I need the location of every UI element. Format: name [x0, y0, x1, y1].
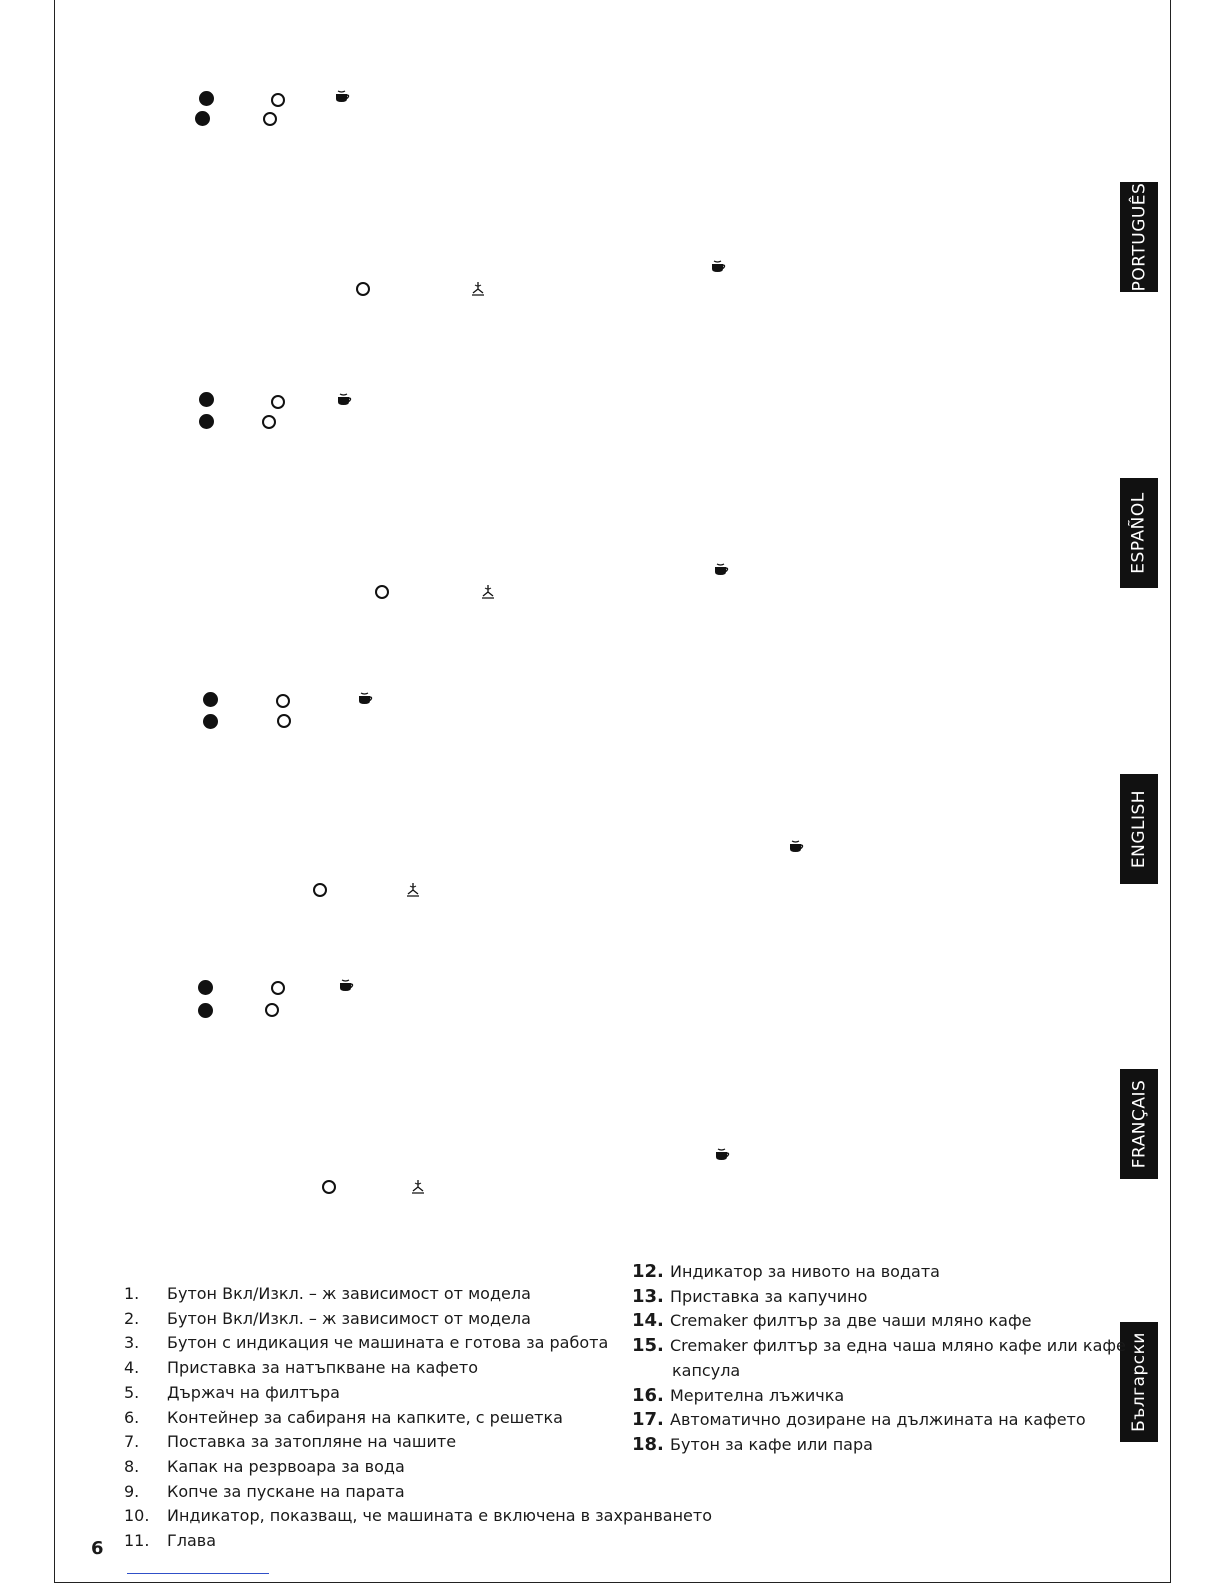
list-item [124, 1381, 712, 1406]
steam-icon [405, 882, 421, 898]
filled-circle-indicator-icon [199, 91, 214, 106]
coffee-cup-icon [715, 1148, 731, 1162]
list-item [124, 1430, 712, 1455]
coffee-cup-icon [711, 260, 727, 274]
list-item [632, 1334, 1126, 1359]
list-item [124, 1282, 712, 1307]
coffee-cup-icon [339, 979, 355, 993]
item-text: Приставка за капучино [670, 1286, 868, 1306]
item-number: 6. [124, 1407, 140, 1427]
parts-list-left [124, 1282, 712, 1554]
filled-circle-indicator-icon [203, 714, 218, 729]
list-item [124, 1307, 712, 1332]
lang-tab-english[interactable] [1120, 774, 1158, 884]
coffee-cup-icon [335, 90, 351, 104]
outline-circle-indicator-icon [271, 93, 285, 107]
outline-circle-indicator-icon [277, 714, 291, 728]
lang-tab-label: ENGLISH [1129, 789, 1150, 869]
list-item [632, 1384, 1126, 1409]
lang-tab-portugues[interactable] [1120, 182, 1158, 292]
list-item [124, 1406, 712, 1431]
filled-circle-indicator-icon [195, 111, 210, 126]
item-text: Cremaker филтър за две чаши мляно кафе [670, 1311, 1032, 1331]
item-text: Глава [167, 1531, 217, 1551]
filled-circle-indicator-icon [203, 692, 218, 707]
coffee-cup-icon [337, 393, 353, 407]
item-text: Cremaker филтър за една чаша мляно кафе или кафе [670, 1336, 1126, 1356]
item-number: 16. [632, 1384, 664, 1406]
list-item [632, 1408, 1126, 1433]
item-text: Капак на резрвоара за вода [167, 1456, 405, 1476]
item-number: 3. [124, 1333, 140, 1353]
coffee-cup-icon [714, 563, 730, 577]
item-text: Приставка за натъпкване на кафето [167, 1358, 478, 1378]
outline-circle-indicator-icon [276, 694, 290, 708]
item-number: 1. [124, 1284, 140, 1303]
list-item [124, 1504, 712, 1529]
item-text-continuation: капсула [672, 1360, 741, 1380]
list-item [124, 1331, 712, 1356]
item-text: Копче за пускане на парата [167, 1481, 405, 1501]
coffee-cup-icon [789, 840, 805, 854]
item-number: 14. [632, 1310, 664, 1332]
item-number: 10. [124, 1506, 150, 1526]
parts-list-right [632, 1260, 1126, 1458]
item-number: 9. [124, 1481, 140, 1501]
item-text: Бутон Вкл/Изкл. – ж зависимост от модела [167, 1308, 531, 1328]
outline-circle-indicator-icon [265, 1003, 279, 1017]
lang-tab-label: Български [1129, 1332, 1149, 1432]
item-number: 5. [124, 1382, 140, 1402]
lang-tab-francais[interactable] [1120, 1069, 1158, 1179]
lang-tab-label: FRANÇAIS [1129, 1079, 1149, 1169]
item-number: 2. [124, 1308, 140, 1328]
lang-tab-label: PORTUGUÊS [1129, 182, 1149, 292]
list-item [124, 1529, 712, 1554]
item-number: 15. [632, 1335, 664, 1357]
outline-circle-indicator-icon [262, 415, 276, 429]
steam-icon [470, 281, 486, 297]
list-item [632, 1309, 1126, 1334]
lang-tab-label: ESPAÑOL [1129, 492, 1149, 574]
outline-circle-indicator-icon [322, 1180, 336, 1194]
item-number: 17. [632, 1409, 664, 1431]
item-text: Контейнер за сабираня на капките, с решетка [167, 1407, 563, 1427]
item-text: Мерителна лъжичка [670, 1385, 845, 1405]
filled-circle-indicator-icon [199, 392, 214, 407]
item-number: 4. [124, 1358, 140, 1378]
item-number: 8. [124, 1456, 140, 1476]
list-item [632, 1260, 1126, 1285]
filled-circle-indicator-icon [199, 414, 214, 429]
item-number: 7. [124, 1432, 140, 1452]
outline-circle-indicator-icon [313, 883, 327, 897]
item-text: Индикатор за нивото на водата [670, 1262, 940, 1281]
list-item [632, 1433, 1126, 1458]
outline-circle-indicator-icon [271, 981, 285, 995]
steam-icon [410, 1179, 426, 1195]
filled-circle-indicator-icon [198, 980, 213, 995]
outline-circle-indicator-icon [375, 585, 389, 599]
item-text: Автоматично дозиране на дължината на кафето [670, 1410, 1086, 1430]
item-text: Бутон с индикация че машината е готова за работа [167, 1333, 609, 1353]
item-text: Бутон за кафе или пара [670, 1434, 873, 1454]
lang-tab-espanol[interactable] [1120, 478, 1158, 588]
item-text: Поставка за затопляне на чашите [167, 1432, 457, 1452]
outline-circle-indicator-icon [263, 112, 277, 126]
list-item [124, 1356, 712, 1381]
filled-circle-indicator-icon [198, 1003, 213, 1018]
item-number: 11. [124, 1531, 150, 1551]
item-number: 18. [632, 1433, 664, 1455]
list-item [632, 1285, 1126, 1310]
outline-circle-indicator-icon [356, 282, 370, 296]
item-number: 12. [632, 1261, 664, 1282]
footer-link-underline[interactable] [127, 1573, 269, 1574]
item-number: 13. [632, 1285, 664, 1307]
list-item [124, 1480, 712, 1505]
outline-circle-indicator-icon [271, 395, 285, 409]
page-number: 6 [91, 1538, 104, 1559]
list-item [124, 1455, 712, 1480]
item-text: Индикатор, показващ, че машината е включена в захранването [167, 1506, 713, 1526]
coffee-cup-icon [358, 692, 374, 706]
item-text: Бутон Вкл/Изкл. – ж зависимост от модела [167, 1284, 531, 1303]
steam-icon [480, 584, 496, 600]
item-text: Държач на филтъра [167, 1382, 340, 1402]
